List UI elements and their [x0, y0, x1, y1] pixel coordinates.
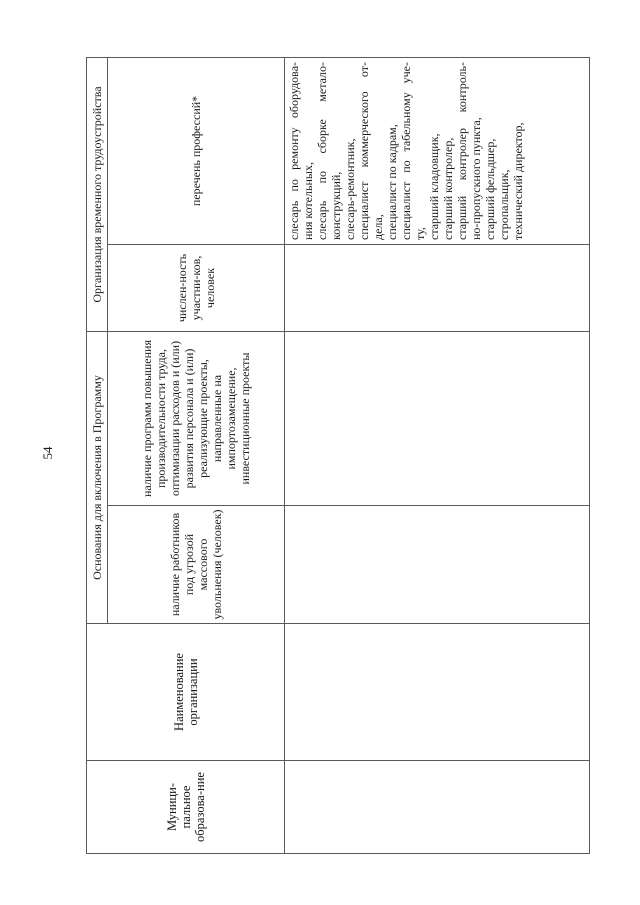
list-item: специалист по табельному уче- [399, 61, 413, 240]
cell-workers-at-risk [285, 506, 590, 624]
cell-participants [285, 245, 590, 332]
list-item: конструкций, [329, 171, 343, 240]
list-item: слесарь по ремонту оборудова- [287, 61, 301, 240]
list-item: стропальщик, [497, 169, 511, 240]
page-number: 54 [40, 446, 55, 460]
header-programs: наличие программ повышения производительности труда, оптимизации расходов и (или) развития персонала и (или) реализующие проекты, направленные на импортозамещение, инвестиционные проекты [108, 332, 285, 506]
list-item: но-пропускного пункта, [469, 117, 483, 240]
list-item: специалист по кадрам, [385, 124, 399, 240]
header-workers-at-risk: наличие работников под угрозой массового увольнения (человек) [108, 506, 285, 624]
list-item: слесарь по сборке метало- [315, 61, 329, 240]
header-professions-list: перечень профессий* [108, 57, 285, 244]
cell-municipality [285, 761, 590, 854]
cell-professions [285, 57, 590, 244]
list-item: старший фельдшер, [483, 138, 497, 240]
list-item: специалист коммерческого от- [357, 61, 371, 240]
header-group-basis: Основания для включения в Программу [87, 332, 108, 624]
list-item: слесарь-ремонтник, [343, 138, 357, 240]
list-item: ния котельных, [301, 162, 315, 240]
rotated-page [86, 58, 590, 854]
header-group-employment: Организация временного трудоустройства [87, 57, 108, 331]
cell-programs [285, 332, 590, 506]
header-municipality: Муници-пальное образова-ние [87, 761, 285, 854]
list-item: старший кладовщик, [427, 133, 441, 240]
cell-organization [285, 624, 590, 761]
list-item: старший контролер, [441, 137, 455, 240]
header-organization-name: Наименование организации [87, 624, 285, 761]
list-item: ту, [413, 227, 427, 240]
table-row [285, 57, 590, 853]
group-header-row [87, 57, 108, 853]
header-participants-count: числен-ность участни-ков, человек [108, 245, 285, 332]
program-table [86, 57, 590, 854]
list-item: старший контролер контроль- [455, 61, 469, 240]
list-item: дела, [371, 214, 385, 240]
list-item: технический директор, [511, 122, 525, 240]
